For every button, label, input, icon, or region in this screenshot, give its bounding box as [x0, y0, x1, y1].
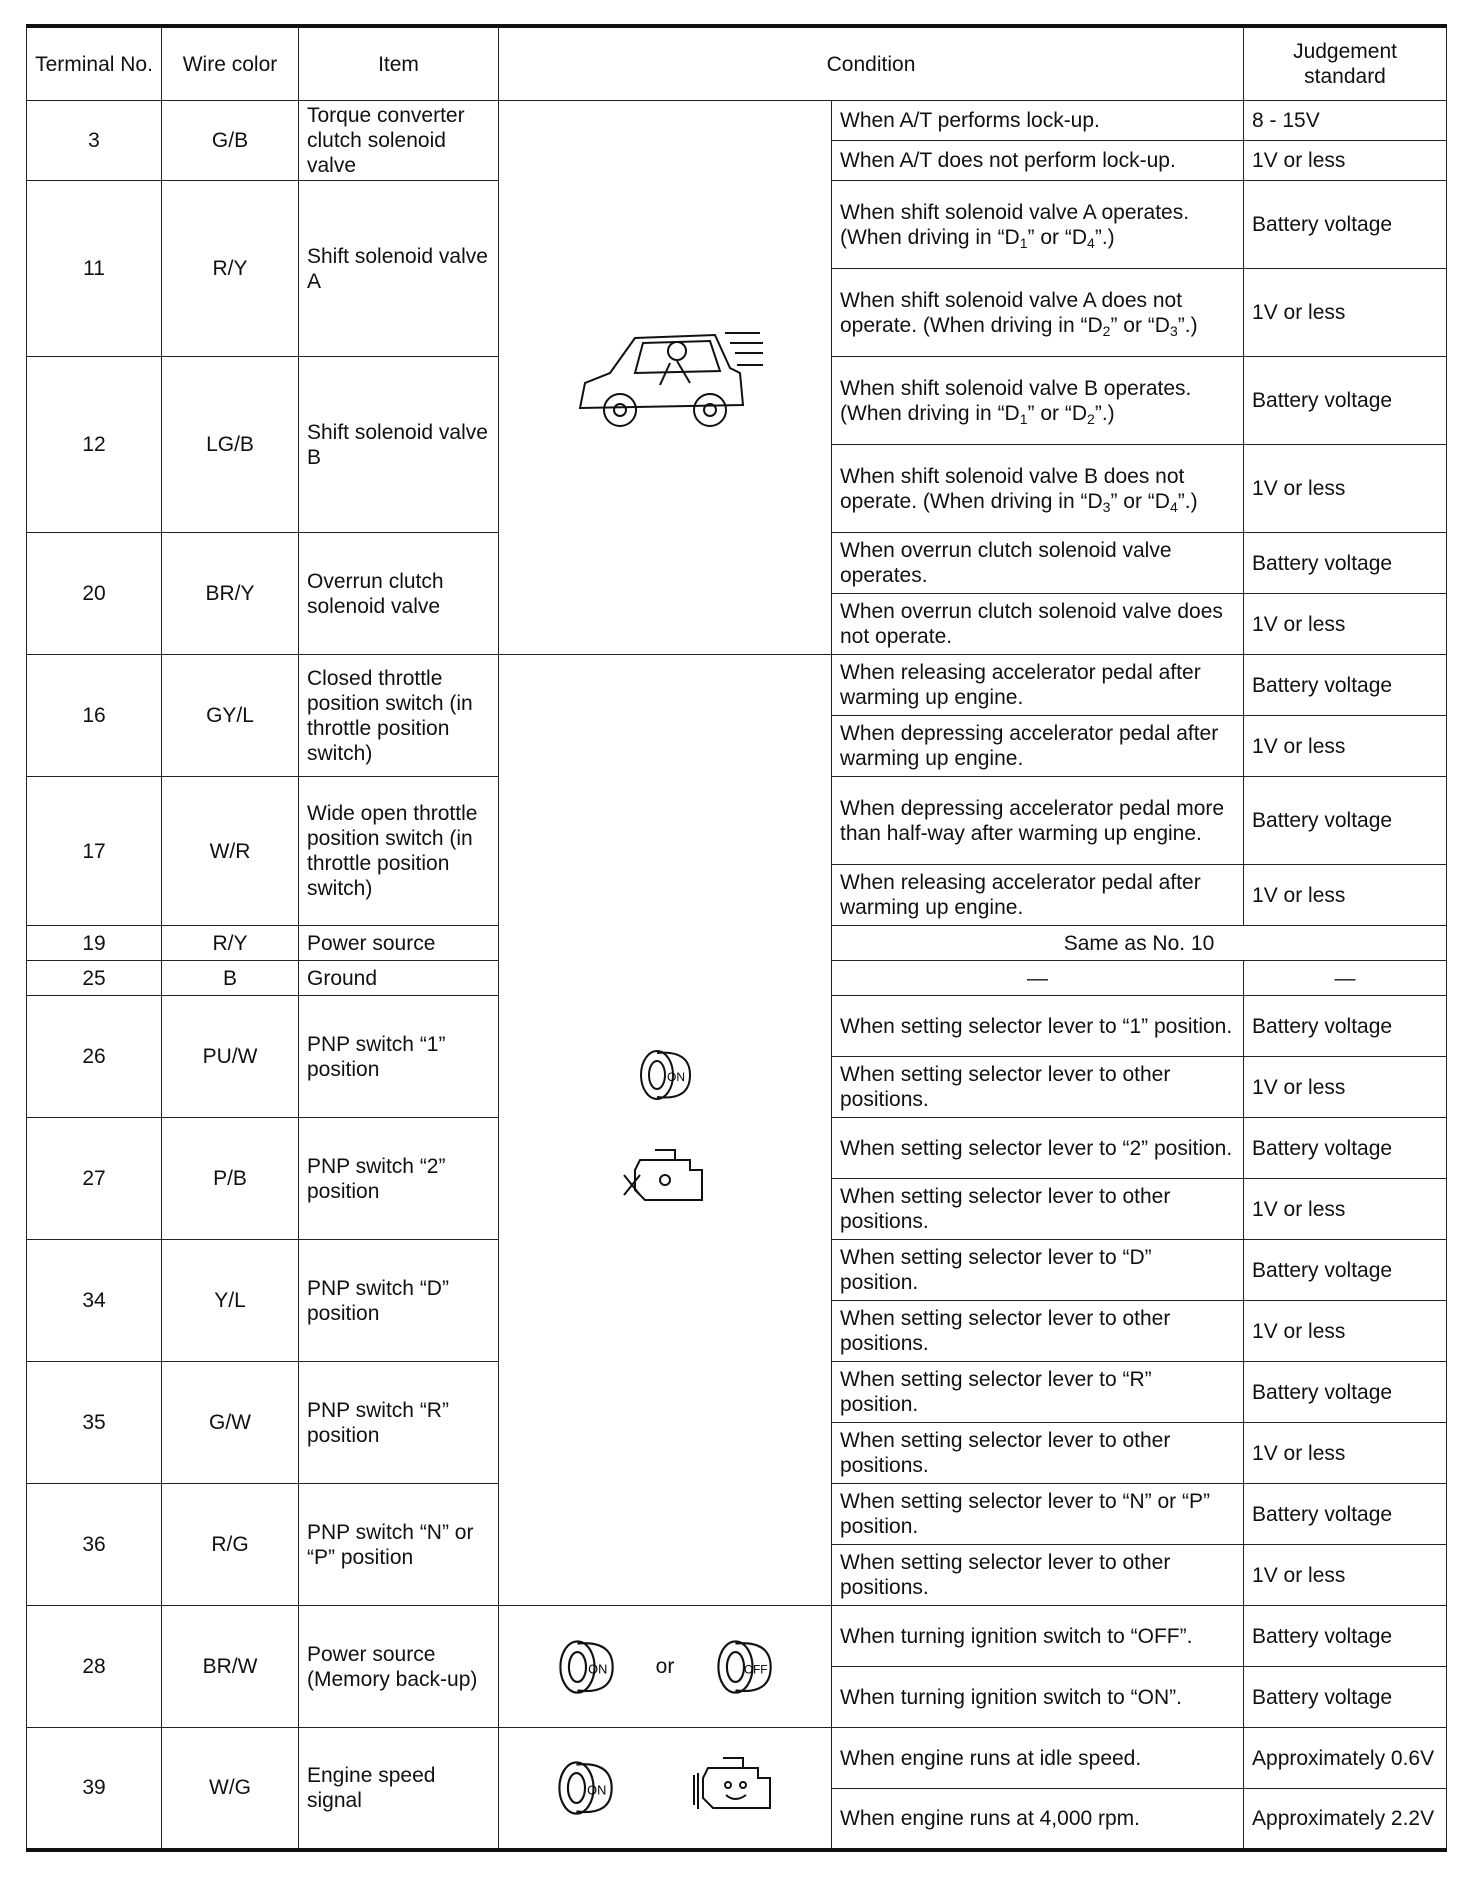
item-name: Power source (Memory back-up) [299, 1606, 499, 1728]
terminal-number: 16 [27, 655, 162, 777]
item-name: Power source [299, 926, 499, 961]
condition-text: When releasing accelerator pedal after warming up engine. [832, 865, 1244, 926]
illustration-cell [499, 1606, 832, 1728]
judgement-value: Battery voltage [1244, 533, 1447, 594]
condition-text: When setting selector lever to “R” position. [832, 1362, 1244, 1423]
wire-color: R/G [162, 1484, 299, 1606]
item-name: Closed throttle position switch (in throttle position switch) [299, 655, 499, 777]
table-row [27, 101, 1447, 141]
condition-text: When overrun clutch solenoid valve does not operate. [832, 594, 1244, 655]
judgement-value: Battery voltage [1244, 1484, 1447, 1545]
header-item: Item [299, 26, 499, 101]
condition-text: When engine runs at idle speed. [832, 1728, 1244, 1789]
wire-color: LG/B [162, 357, 299, 533]
condition-text: When A/T does not perform lock-up. [832, 141, 1244, 181]
terminal-number: 36 [27, 1484, 162, 1606]
wire-color: PU/W [162, 996, 299, 1118]
condition-dash: — [832, 961, 1244, 996]
table-row [27, 1728, 1447, 1789]
terminal-number: 11 [27, 181, 162, 357]
ignition-off-icon [712, 1635, 776, 1699]
terminal-number: 3 [27, 101, 162, 181]
judgement-value: Battery voltage [1244, 1606, 1447, 1667]
wire-color: BR/Y [162, 533, 299, 655]
judgement-value: 8 - 15V [1244, 101, 1447, 141]
judgement-value: Battery voltage [1244, 1240, 1447, 1301]
terminal-number: 34 [27, 1240, 162, 1362]
judgement-value: 1V or less [1244, 1057, 1447, 1118]
car-driving-icon [565, 313, 765, 443]
terminal-number: 28 [27, 1606, 162, 1728]
wire-color: B [162, 961, 299, 996]
svg-text:ON: ON [588, 1660, 608, 1676]
condition-text: When depressing accelerator pedal after warming up engine. [832, 716, 1244, 777]
condition-text: When releasing accelerator pedal after warming up engine. [832, 655, 1244, 716]
terminal-number: 25 [27, 961, 162, 996]
judgement-value: Battery voltage [1244, 1362, 1447, 1423]
svg-text:ON: ON [667, 1070, 685, 1084]
item-name: Shift solenoid valve B [299, 357, 499, 533]
table-row [27, 1606, 1447, 1667]
terminal-table [26, 24, 1447, 1852]
judgement-value: 1V or less [1244, 1301, 1447, 1362]
condition-text: When setting selector lever to other positions. [832, 1301, 1244, 1362]
table-row [27, 655, 1447, 716]
wire-color: R/Y [162, 181, 299, 357]
condition-text: When setting selector lever to other positions. [832, 1545, 1244, 1606]
terminal-number: 20 [27, 533, 162, 655]
header-condition: Condition [499, 26, 1244, 101]
judgement-value: Battery voltage [1244, 777, 1447, 865]
wire-color: W/G [162, 1728, 299, 1850]
item-name: Shift solenoid valve A [299, 181, 499, 357]
judgement-value: 1V or less [1244, 269, 1447, 357]
judgement-value: 1V or less [1244, 1179, 1447, 1240]
condition-text: When setting selector lever to other positions. [832, 1179, 1244, 1240]
item-name: PNP switch “D” position [299, 1240, 499, 1362]
item-name: Wide open throttle position switch (in throttle position switch) [299, 777, 499, 926]
ignition-on-icon [635, 1045, 695, 1105]
judgement-value: Battery voltage [1244, 181, 1447, 269]
header-wire-color: Wire color [162, 26, 299, 101]
judgement-value: 1V or less [1244, 1423, 1447, 1484]
terminal-number: 27 [27, 1118, 162, 1240]
wire-color: R/Y [162, 926, 299, 961]
terminal-number: 35 [27, 1362, 162, 1484]
condition-text: When setting selector lever to “D” position. [832, 1240, 1244, 1301]
item-name: Ground [299, 961, 499, 996]
wire-color: W/R [162, 777, 299, 926]
judgement-value: Battery voltage [1244, 996, 1447, 1057]
condition-text: When A/T performs lock-up. [832, 101, 1244, 141]
item-name: PNP switch “N” or “P” position [299, 1484, 499, 1606]
ignition-on-icon [553, 1756, 617, 1820]
terminal-number: 12 [27, 357, 162, 533]
or-label: or [655, 1655, 675, 1678]
judgement-value: 1V or less [1244, 594, 1447, 655]
judgement-value: Battery voltage [1244, 357, 1447, 445]
condition-text: When shift solenoid valve A does not operate. (When driving in “$D_2$” or “$D_3$”.) [832, 269, 1244, 357]
condition-text: When turning ignition switch to “ON”. [832, 1667, 1244, 1728]
illustration-cell [499, 655, 832, 1606]
condition-text: When turning ignition switch to “OFF”. [832, 1606, 1244, 1667]
judgement-value: Approximately 0.6V [1244, 1728, 1447, 1789]
item-name: PNP switch “2” position [299, 1118, 499, 1240]
condition-text: When overrun clutch solenoid valve operates. [832, 533, 1244, 594]
judgement-value: Battery voltage [1244, 655, 1447, 716]
condition-text: When setting selector lever to “2” position. [832, 1118, 1244, 1179]
item-name: Engine speed signal [299, 1728, 499, 1850]
wire-color: Y/L [162, 1240, 299, 1362]
wire-color: G/W [162, 1362, 299, 1484]
wire-color: P/B [162, 1118, 299, 1240]
condition-text: When depressing accelerator pedal more than half-way after warming up engine. [832, 777, 1244, 865]
item-name: PNP switch “1” position [299, 996, 499, 1118]
illustration-cell [499, 1728, 832, 1850]
wire-color: BR/W [162, 1606, 299, 1728]
condition-text: When shift solenoid valve B does not operate. (When driving in “$D_3$” or “$D_4$”.) [832, 445, 1244, 533]
condition-text: When setting selector lever to “N” or “P” position. [832, 1484, 1244, 1545]
judgement-value: 1V or less [1244, 865, 1447, 926]
item-name: Overrun clutch solenoid valve [299, 533, 499, 655]
condition-text: When setting selector lever to “1” position. [832, 996, 1244, 1057]
terminal-number: 17 [27, 777, 162, 926]
illustration-cell [499, 101, 832, 655]
svg-text:OFF: OFF [743, 1662, 768, 1676]
judgement-value: 1V or less [1244, 445, 1447, 533]
header-terminal: Terminal No. [27, 26, 162, 101]
item-name: Torque converter clutch solenoid valve [299, 101, 499, 181]
merged-condition: Same as No. 10 [832, 926, 1447, 961]
judgement-dash: — [1244, 961, 1447, 996]
wire-color: G/B [162, 101, 299, 181]
condition-text: When shift solenoid valve B operates. (When driving in “$D_1$” or “$D_2$”.) [832, 357, 1244, 445]
judgement-value: 1V or less [1244, 716, 1447, 777]
ignition-on-icon [554, 1635, 618, 1699]
header-judgement: Judgement standard [1244, 26, 1447, 101]
condition-text: When setting selector lever to other positions. [832, 1057, 1244, 1118]
judgement-value: 1V or less [1244, 141, 1447, 181]
terminal-number: 26 [27, 996, 162, 1118]
condition-text: When setting selector lever to other positions. [832, 1423, 1244, 1484]
judgement-value: Approximately 2.2V [1244, 1789, 1447, 1850]
svg-text:ON: ON [586, 1782, 606, 1798]
terminal-number: 39 [27, 1728, 162, 1850]
terminal-number: 19 [27, 926, 162, 961]
engine-stopped-icon [620, 1145, 710, 1215]
wire-color: GY/L [162, 655, 299, 777]
condition-text: When engine runs at 4,000 rpm. [832, 1789, 1244, 1850]
item-name: PNP switch “R” position [299, 1362, 499, 1484]
engine-running-icon [688, 1753, 778, 1823]
judgement-value: 1V or less [1244, 1545, 1447, 1606]
judgement-value: Battery voltage [1244, 1667, 1447, 1728]
judgement-value: Battery voltage [1244, 1118, 1447, 1179]
condition-text: When shift solenoid valve A operates. (When driving in “$D_1$” or “$D_4$”.) [832, 181, 1244, 269]
